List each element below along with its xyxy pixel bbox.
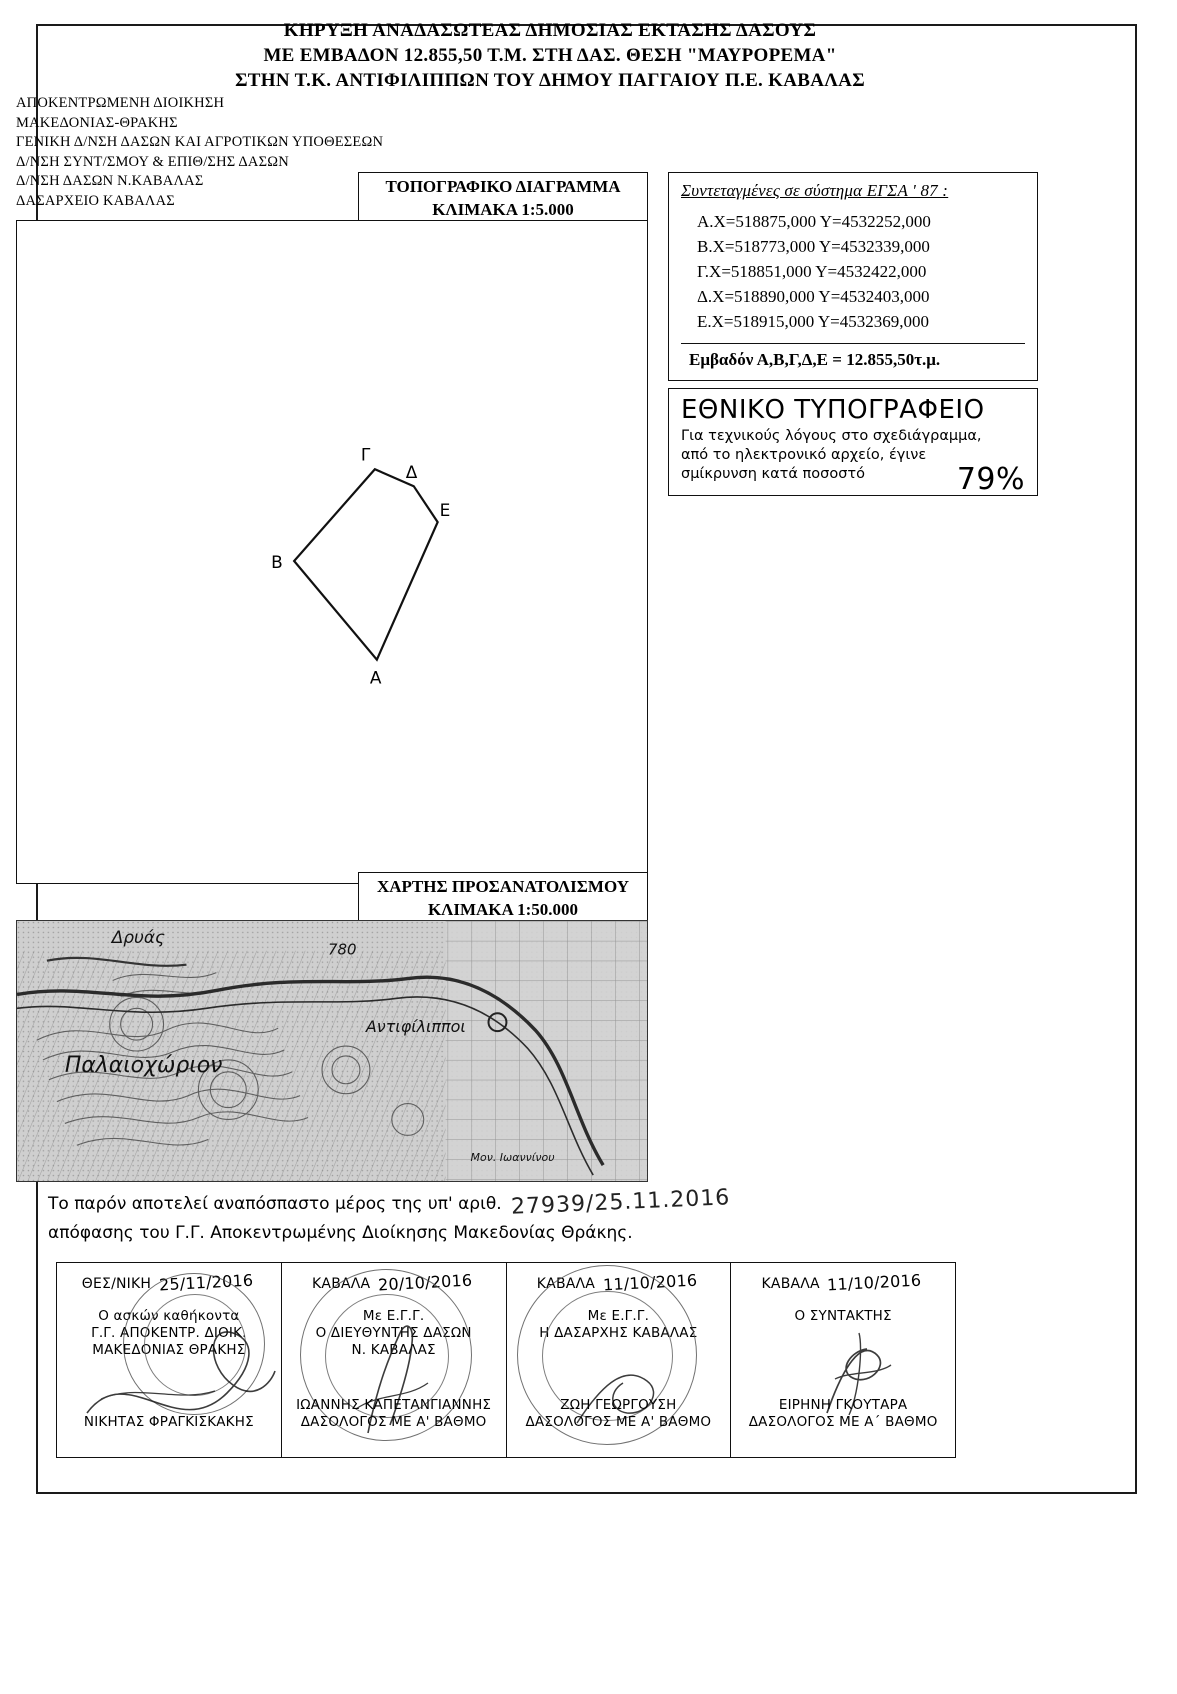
signatory-name — [731, 1397, 955, 1431]
title-line-1: ΚΗΡΥΞΗ ΑΝΑΔΑΣΩΤΕΑΣ ΔΗΜΟΣΙΑΣ ΕΚΤΑΣΗΣ ΔΑΣΟΥΣ — [283, 20, 817, 41]
agency-line-4: Δ/ΝΣΗ ΣΥΝΤ/ΣΜΟΥ & ΕΠΙΘ/ΣΗΣ ΔΑΣΩΝ — [16, 153, 289, 170]
reduction-percent: 79% — [956, 462, 1025, 497]
parcel-polygon-svg — [17, 221, 647, 883]
printing-office-box — [668, 388, 1038, 496]
integral-part-note — [48, 1185, 988, 1248]
signature-role-line-2: Ο ΔΙΕΥΘΥΝΤΗΣ ΔΑΣΩΝ — [315, 1325, 472, 1341]
orientation-map-label — [358, 872, 648, 925]
signature-place-date — [507, 1270, 731, 1295]
signature-place-date — [731, 1270, 955, 1295]
protocol-number: 27939/25.11.2016 — [510, 1185, 731, 1220]
vertex-label-G: Γ — [360, 444, 371, 465]
vertex-label-E: Ε — [439, 500, 451, 521]
signatory-name — [507, 1397, 731, 1431]
coordinates-title: Συντεταγμένες σε σύστημα ΕΓΣΑ ' 87 : — [681, 181, 949, 200]
coordinate-row: Α.Χ=518875,000 Υ=4532252,000 — [697, 212, 931, 231]
signatory-name — [282, 1397, 506, 1431]
vertex-label-A: Α — [369, 667, 382, 688]
coordinate-row: Ε.Χ=518915,000 Υ=4532369,000 — [697, 312, 929, 331]
signature-cell-3 — [507, 1263, 732, 1457]
coordinates-list — [681, 209, 1025, 334]
signature-place: ΚΑΒΑΛΑ — [312, 1276, 371, 1292]
signatory-name-text: ΝΙΚΗΤΑΣ ΦΡΑΓΚΙΣΚΑΚΗΣ — [83, 1414, 254, 1430]
signature-date: 25/11/2016 — [158, 1270, 254, 1295]
agency-line-5: Δ/ΝΣΗ ΔΑΣΩΝ Ν.ΚΑΒΑΛΑΣ — [16, 173, 204, 189]
printing-office-line-1: Για τεχνικούς λόγους στο σχεδιάγραμμα, — [681, 428, 982, 444]
topographic-diagram — [16, 220, 648, 884]
signature-place: ΚΑΒΑΛΑ — [761, 1276, 820, 1292]
printing-office-line-3: σμίκρυνση κατά ποσοστό — [681, 466, 866, 482]
parcel-polygon — [294, 469, 438, 659]
signature-place: ΚΑΒΑΛΑ — [536, 1276, 596, 1292]
divider — [681, 343, 1025, 344]
signature-role-line-3: Ν. ΚΑΒΑΛΑΣ — [351, 1342, 436, 1358]
signature-role — [282, 1308, 506, 1359]
signatory-title-text: ΔΑΣΟΛΟΓΟΣ ΜΕ Α' ΒΑΘΜΟ — [525, 1414, 712, 1430]
page-title — [60, 18, 1040, 93]
map-place-label: Αντιφίλιπποι — [365, 1017, 466, 1037]
signature-role — [507, 1308, 731, 1342]
issuing-agency — [16, 94, 383, 211]
map-elevation-label: 780 — [328, 940, 357, 959]
title-line-2: ΜΕ ΕΜΒΑΔΟΝ 12.855,50 Τ.Μ. ΣΤΗ ΔΑΣ. ΘΕΣΗ "ΜΑΥΡΟΡΕΜΑ" — [263, 45, 837, 66]
orientation-label-line-2: ΚΛΙΜΑΚΑ 1:50.000 — [427, 900, 579, 919]
topographic-diagram-label — [358, 172, 648, 225]
orientation-map-svg — [17, 921, 647, 1181]
topo-label-line-2: ΚΛΙΜΑΚΑ 1:5.000 — [432, 200, 574, 219]
note-line-2: απόφασης του Γ.Γ. Αποκεντρωμένης Διοίκησης Μακεδονίας Θράκης. — [48, 1223, 633, 1243]
coordinates-box — [668, 172, 1038, 381]
signature-place: ΘΕΣ/ΝΙΚΗ — [81, 1276, 152, 1292]
agency-line-6: ΔΑΣΑΡΧΕΙΟ ΚΑΒΑΛΑΣ — [16, 192, 175, 209]
coordinate-row: Δ.Χ=518890,000 Υ=4532403,000 — [697, 287, 930, 306]
signatory-title-text: ΔΑΣΟΛΟΓΟΣ ΜΕ Α´ ΒΑΘΜΟ — [748, 1414, 938, 1430]
signature-cell-4 — [731, 1263, 955, 1457]
signature-role-line-1: Με Ε.Γ.Γ. — [362, 1308, 425, 1324]
coordinate-row: Γ.Χ=518851,000 Υ=4532422,000 — [697, 262, 927, 281]
map-place-label: Παλαιοχώριον — [64, 1052, 223, 1078]
printing-office-line-2: από το ηλεκτρονικό αρχείο, έγινε — [681, 447, 927, 463]
vertex-label-D: Δ — [405, 462, 418, 483]
signatory-name-text: ΖΩΗ ΓΕΩΡΓΟΥΣΗ — [560, 1397, 677, 1413]
signature-table — [56, 1262, 956, 1458]
agency-line-2: ΜΑΚΕΔΟΝΙΑΣ-ΘΡΑΚΗΣ — [16, 114, 178, 131]
signature-role — [57, 1308, 281, 1359]
signature-role-line-1: Με Ε.Γ.Γ. — [587, 1308, 650, 1324]
signature-date: 20/10/2016 — [377, 1270, 473, 1295]
topo-label-line-1: ΤΟΠΟΓΡΑΦΙΚΟ ΔΙΑΓΡΑΜΜΑ — [385, 177, 621, 196]
parcel-area-value: Εμβαδόν Α,Β,Γ,Δ,Ε = 12.855,50τ.μ. — [689, 350, 941, 369]
note-line-1 — [48, 1185, 988, 1220]
title-line-3: ΣΤΗΝ Τ.Κ. ΑΝΤΙΦΙΛΙΠΠΩΝ ΤΟΥ ΔΗΜΟΥ ΠΑΓΓΑΙΟΥ Π.Ε. ΚΑΒΑΛΑΣ — [235, 70, 865, 91]
signature-role-line-1: Ο ΣΥΝΤΑΚΤΗΣ — [794, 1308, 892, 1324]
signature-role — [731, 1308, 955, 1325]
coordinate-row: Β.Χ=518773,000 Υ=4532339,000 — [697, 237, 930, 256]
agency-line-3: ΓΕΝΙΚΗ Δ/ΝΣΗ ΔΑΣΩΝ ΚΑΙ ΑΓΡΟΤΙΚΩΝ ΥΠΟΘΕΣΕΩΝ — [16, 134, 384, 150]
map-place-label: Μον. Ιωαννίνου — [470, 1151, 555, 1165]
signature-date: 11/10/2016 — [602, 1270, 698, 1295]
signatory-name-text: ΙΩΑΝΝΗΣ ΚΑΠΕΤΑΝΓΙΑΝΝΗΣ — [296, 1397, 492, 1413]
signature-role-line-3: ΜΑΚΕΔΟΝΙΑΣ ΘΡΑΚΗΣ — [92, 1342, 246, 1358]
signatory-title-text: ΔΑΣΟΛΟΓΟΣ ΜΕ Α' ΒΑΘΜΟ — [300, 1414, 487, 1430]
signature-role-line-2: Η ΔΑΣΑΡΧΗΣ ΚΑΒΑΛΑΣ — [539, 1325, 698, 1341]
signature-cell-1 — [57, 1263, 282, 1457]
signature-role-line-2: Γ.Γ. ΑΠΟΚΕΝΤΡ. ΔΙΟΙΚ. — [91, 1325, 247, 1341]
orientation-label-line-1: ΧΑΡΤΗΣ ΠΡΟΣΑΝΑΤΟΛΙΣΜΟΥ — [376, 877, 630, 896]
printing-office-note — [681, 427, 1027, 497]
signatory-name-text: ΕΙΡΗΝΗ ΓΚΟΥΤΑΡΑ — [778, 1397, 908, 1413]
signatory-name — [57, 1414, 281, 1431]
map-place-label: Δρυάς — [111, 926, 165, 947]
signature-role-line-1: Ο ασκών καθήκοντα — [98, 1308, 240, 1324]
printing-office-title: ΕΘΝΙΚΟ ΤΥΠΟΓΡΑΦΕΙΟ — [681, 395, 985, 425]
signature-cell-2 — [282, 1263, 507, 1457]
orientation-map — [16, 920, 648, 1182]
vertex-label-B: Β — [271, 551, 283, 572]
signature-date: 11/10/2016 — [827, 1270, 923, 1295]
agency-line-1: ΑΠΟΚΕΝΤΡΩΜΕΝΗ ΔΙΟΙΚΗΣΗ — [16, 95, 225, 111]
signature-place-date — [57, 1270, 281, 1295]
note-prefix: Το παρόν αποτελεί αναπόσπαστο μέρος της υπ' αριθ. — [48, 1194, 502, 1214]
signature-place-date — [282, 1270, 506, 1295]
